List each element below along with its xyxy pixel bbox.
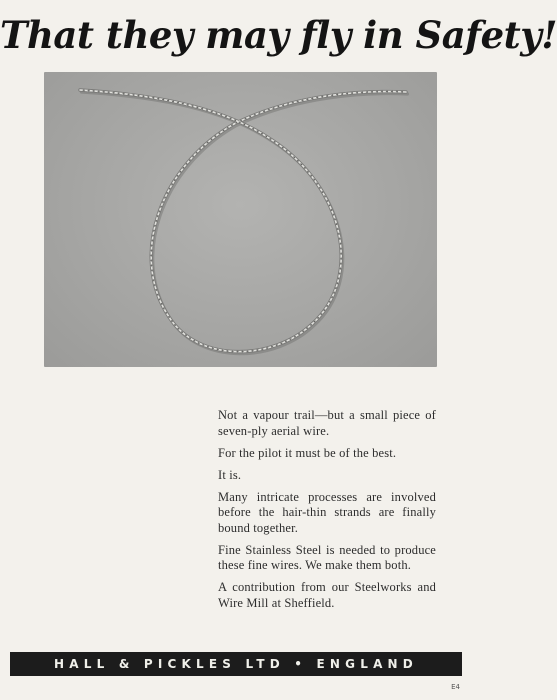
body-paragraph: Many intricate processes are involved before the hair-thin strands are finally bound together. [218, 489, 436, 535]
wire-loop-illustration [44, 72, 437, 367]
headline: That they may fly in Safety! [0, 13, 557, 57]
body-paragraph: A contribution from our Steelworks and Wire Mill at Sheffield. [218, 580, 436, 610]
wire-loop-photo [44, 72, 437, 367]
body-paragraph: Fine Stainless Steel is needed to produce these fine wires. We make them both. [218, 542, 436, 572]
body-paragraph: It is. [218, 467, 242, 482]
company-banner: HALL & PICKLES LTD • ENGLAND [10, 652, 462, 676]
body-copy [218, 408, 436, 618]
body-paragraph: For the pilot it must be of the best. [218, 445, 397, 460]
body-paragraph: Not a vapour trail—but a small piece of seven-ply aerial wire. [218, 408, 436, 438]
print-code: E4 [451, 683, 460, 691]
